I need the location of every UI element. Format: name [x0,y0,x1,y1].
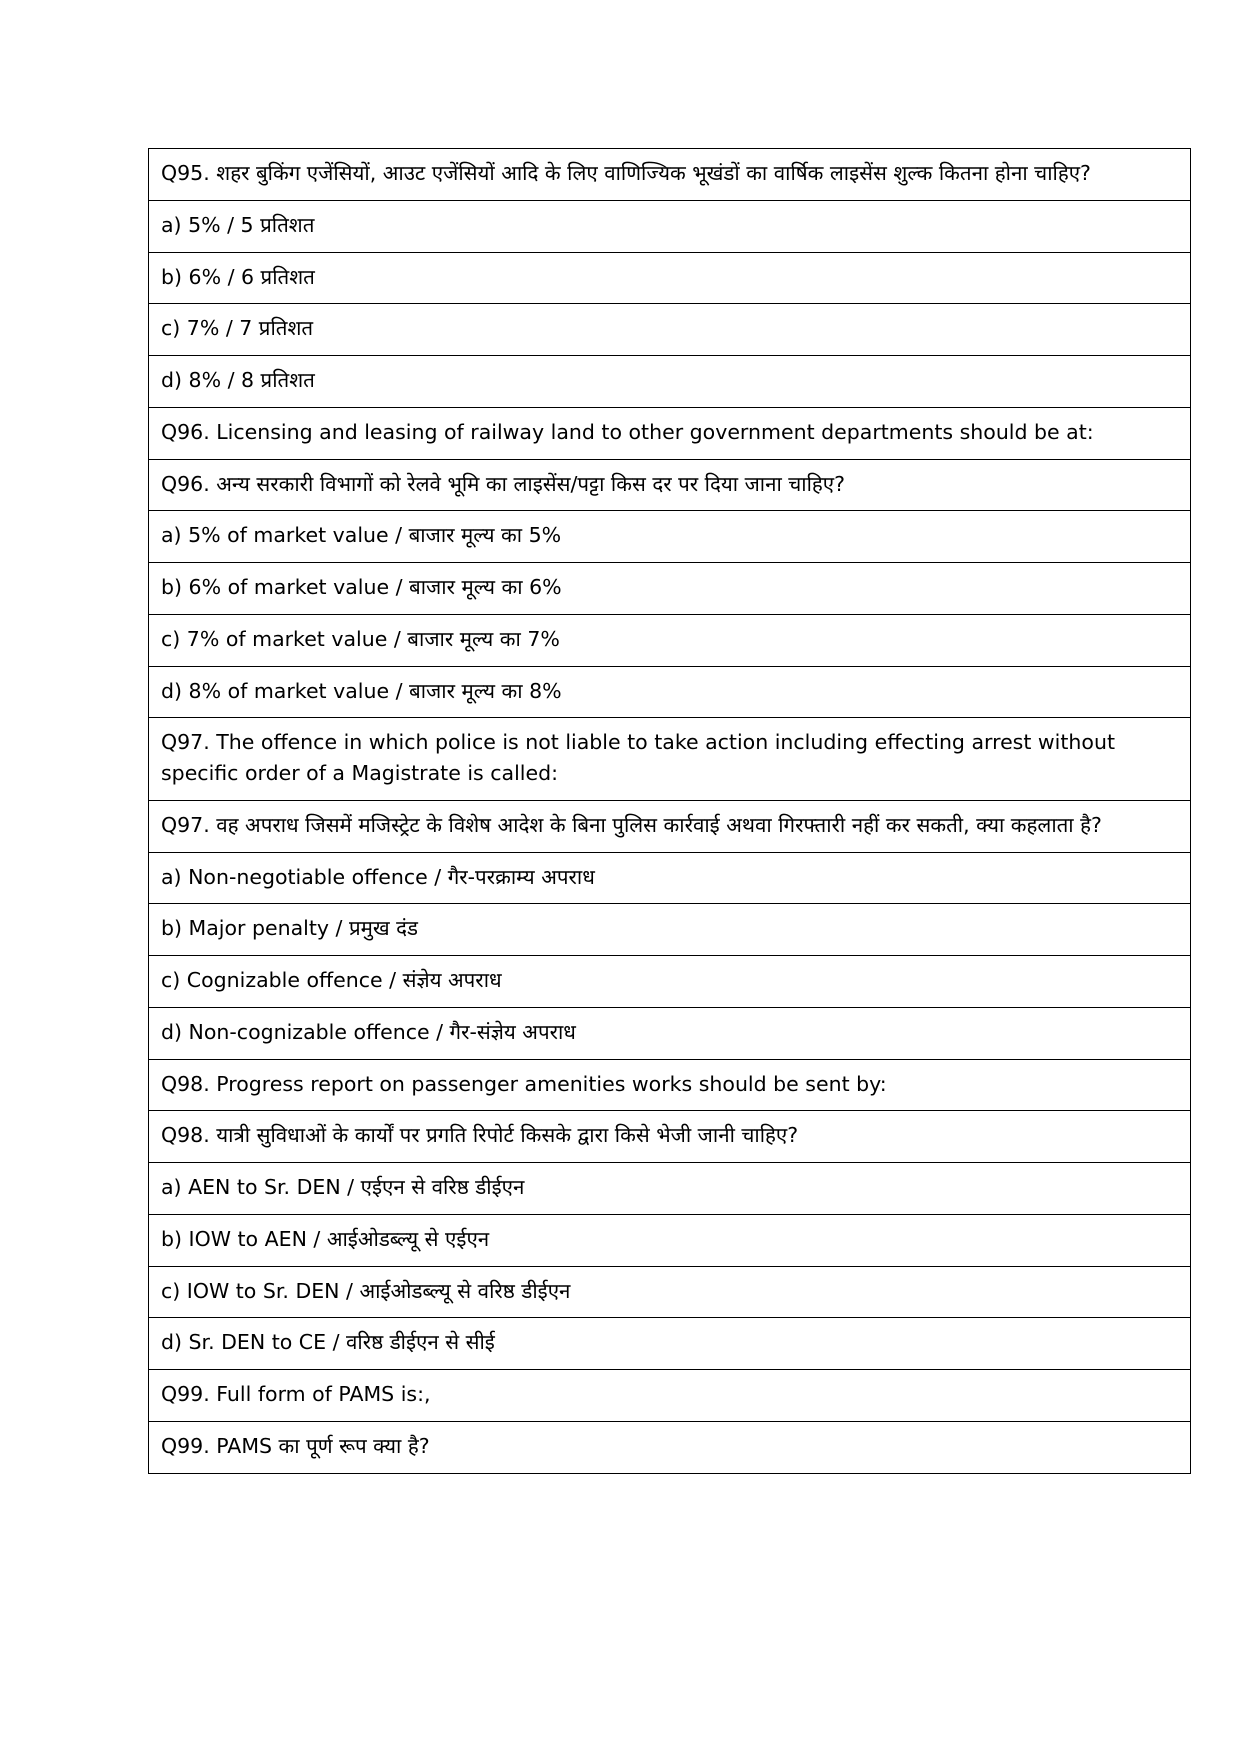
table-row [149,1214,1191,1266]
table-row [149,252,1191,304]
option-q96-a: a) 5% of market value / बाजार मूल्य का 5% [149,511,1191,563]
table-row [149,1111,1191,1163]
option-q96-b: b) 6% of market value / बाजार मूल्य का 6% [149,563,1191,615]
question-q96-hi: Q96. अन्य सरकारी विभागों को रेलवे भूमि का लाइसेंस/पट्टा किस दर पर दिया जाना चाहिए? [149,459,1191,511]
table-row [149,800,1191,852]
option-q96-c: c) 7% of market value / बाजार मूल्य का 7% [149,614,1191,666]
table-row [149,1007,1191,1059]
option-q98-a: a) AEN to Sr. DEN / एईएन से वरिष्ठ डीईएन [149,1163,1191,1215]
table-row [149,1370,1191,1422]
question-q99-en: Q99. Full form of PAMS is:, [149,1370,1191,1422]
option-q98-b: b) IOW to AEN / आईओडब्ल्यू से एईएन [149,1214,1191,1266]
table-row [149,1163,1191,1215]
table-row [149,956,1191,1008]
question-q98-en: Q98. Progress report on passenger amenities works should be sent by: [149,1059,1191,1111]
table-row [149,1318,1191,1370]
option-q95-a: a) 5% / 5 प्रतिशत [149,200,1191,252]
table-row [149,304,1191,356]
table-row [149,563,1191,615]
table-row [149,149,1191,201]
table-row [149,459,1191,511]
option-q97-c: c) Cognizable offence / संज्ञेय अपराध [149,956,1191,1008]
table-row [149,904,1191,956]
table-row [149,511,1191,563]
question-q97-en: Q97. The offence in which police is not liable to take action including effecting arrest without specific order of a Magistrate is called: [149,718,1191,801]
question-q98-hi: Q98. यात्री सुविधाओं के कार्यों पर प्रगति रिपोर्ट किसके द्वारा किसे भेजी जानी चाहिए? [149,1111,1191,1163]
option-q98-c: c) IOW to Sr. DEN / आईओडब्ल्यू से वरिष्ठ डीईएन [149,1266,1191,1318]
question-table [148,148,1191,1474]
question-q97-hi: Q97. वह अपराध जिसमें मजिस्ट्रेट के विशेष आदेश के बिना पुलिस कार्रवाई अथवा गिरफ्तारी नहीं कर सकती, क्या कहलाता है? [149,800,1191,852]
option-q97-d: d) Non-cognizable offence / गैर-संज्ञेय अपराध [149,1007,1191,1059]
table-row [149,1059,1191,1111]
table-row [149,852,1191,904]
option-q97-b: b) Major penalty / प्रमुख दंड [149,904,1191,956]
table-row [149,200,1191,252]
table-row [149,666,1191,718]
option-q95-d: d) 8% / 8 प्रतिशत [149,356,1191,408]
option-q95-b: b) 6% / 6 प्रतिशत [149,252,1191,304]
option-q96-d: d) 8% of market value / बाजार मूल्य का 8% [149,666,1191,718]
table-row [149,718,1191,801]
table-row [149,614,1191,666]
option-q98-d: d) Sr. DEN to CE / वरिष्ठ डीईएन से सीई [149,1318,1191,1370]
option-q97-a: a) Non-negotiable offence / गैर-परक्राम्य अपराध [149,852,1191,904]
option-q95-c: c) 7% / 7 प्रतिशत [149,304,1191,356]
question-q99-hi: Q99. PAMS का पूर्ण रूप क्या है? [149,1421,1191,1473]
question-q95-hi: Q95. शहर बुकिंग एजेंसियों, आउट एजेंसियों आदि के लिए वाणिज्यिक भूखंडों का वार्षिक लाइसेंस शुल्क कितना होना चाहिए? [149,149,1191,201]
table-row [149,356,1191,408]
table-row [149,1266,1191,1318]
question-q96-en: Q96. Licensing and leasing of railway land to other government departments should be at: [149,407,1191,459]
table-row [149,1421,1191,1473]
question-table-body [149,149,1191,1474]
table-row [149,407,1191,459]
